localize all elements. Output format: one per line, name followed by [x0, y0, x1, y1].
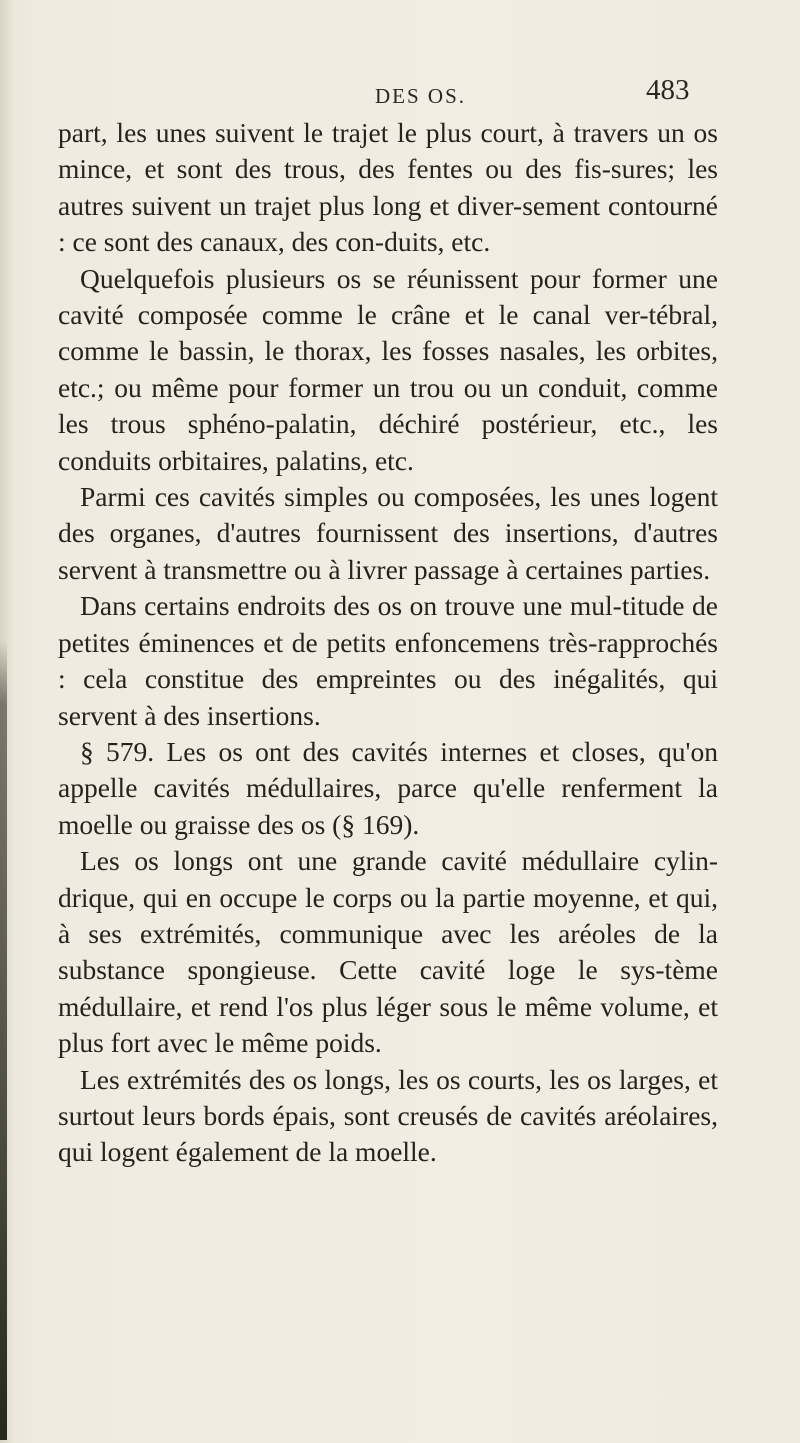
- binding-shadow: [0, 640, 7, 1440]
- paragraph-4: Dans certains endroits des os on trouve une mul-titude de petites éminences et de petits enfoncemens très-rapprochés : cela constitue des empreintes ou des inégalités, qui servent à des insertions.: [58, 590, 718, 731]
- paragraph-7: Les extrémités des os longs, les os courts, les os larges, et surtout leurs bords épais, sont creusés de cavités aréolaires, qui logent également de la moelle.: [58, 1063, 718, 1168]
- paragraph-3: Parmi ces cavités simples ou composées, les unes logent des organes, d'autres fournissent des insertions, d'autres servent à transmettre ou à livrer passage à certaines parties.: [58, 481, 718, 585]
- page-header: [0, 70, 800, 110]
- page-number: 483: [646, 74, 690, 106]
- paragraph-6: Les os longs ont une grande cavité médullaire cylin-drique, qui en occupe le corps ou la partie moyenne, et qui, à ses extrémités, communique avec les aréoles de la substance spongieuse. Cette cavité loge le sys-tème médullaire, et rend l'os plus léger sous le même volume, et plus fort avec le même poids.: [58, 845, 718, 1059]
- paragraph-1: part, les unes suivent le trajet le plus court, à travers un os mince, et sont des trous, des fentes ou des fis-sures; les autres suivent un trajet plus long et diver-sement contourné : ce sont des canaux, des con-duits, etc.: [58, 117, 718, 258]
- body-text: [58, 115, 718, 1171]
- paragraph-5: § 579. Les os ont des cavités internes et closes, qu'on appelle cavités médullaires, parce qu'elle renferment la moelle ou graisse des os (§ 169).: [58, 735, 718, 840]
- running-head: DES OS.: [375, 84, 467, 108]
- paragraph-2: Quelquefois plusieurs os se réunissent pour former une cavité composée comme le crâne et le canal ver-tébral, comme le bassin, le thorax, les fosses nasales, les orbites, etc.; ou même pour former un trou ou un conduit, comme les trous sphéno-palatin, déchiré postérieur, etc., les conduits orbitaires, palatins, etc.: [58, 262, 718, 476]
